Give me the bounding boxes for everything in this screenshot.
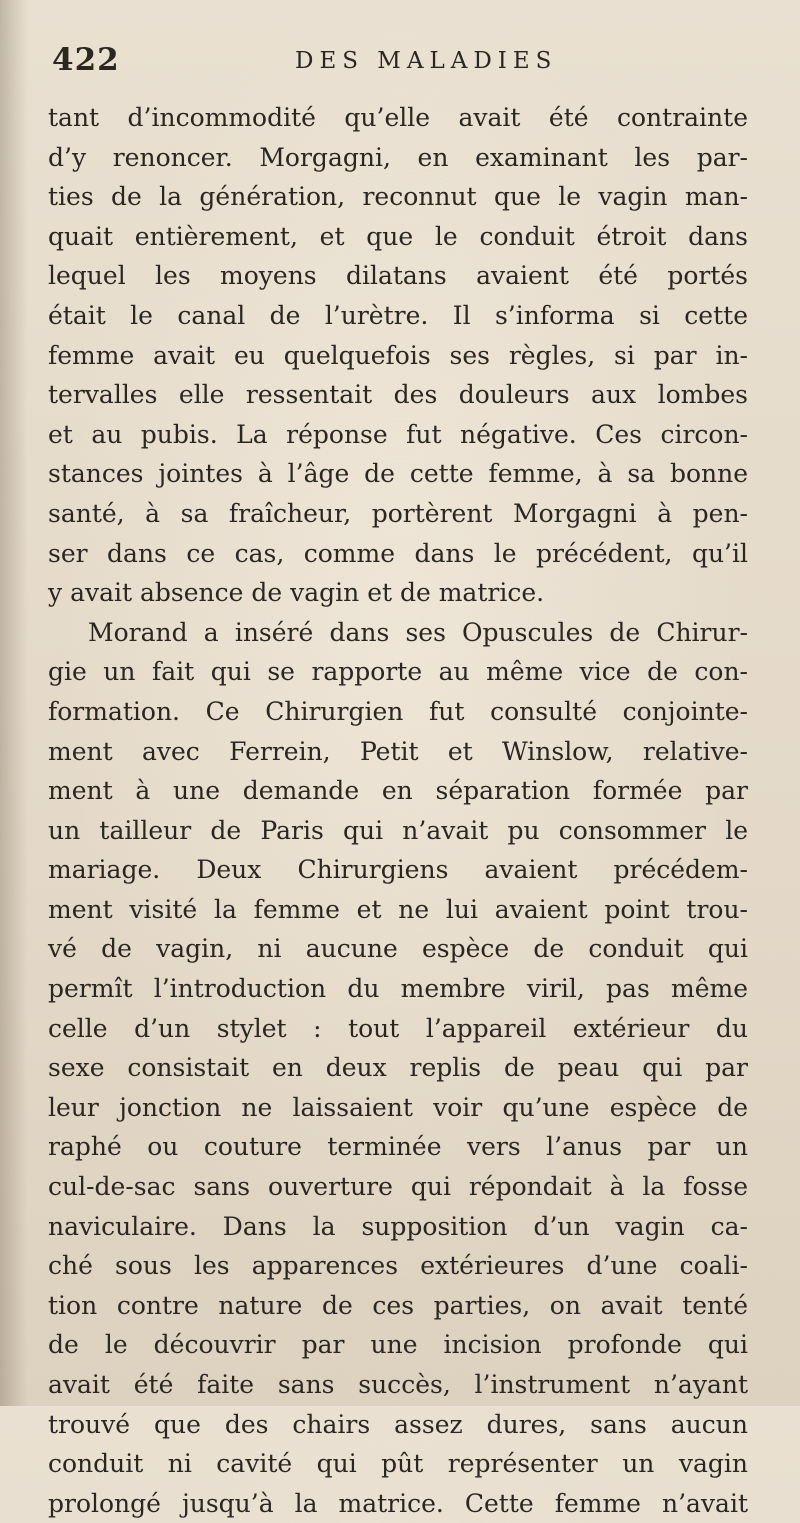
text-line: était le canal de l’urètre. Il s’informa si cette <box>48 300 748 330</box>
text-line: santé, à sa fraîcheur, portèrent Morgagni à pen- <box>48 498 748 528</box>
text-line: ment visité la femme et ne lui avaient point trou- <box>48 894 748 924</box>
text-line: permît l’introduction du membre viril, pas même <box>48 974 748 1004</box>
spine-shadow <box>0 0 28 1406</box>
text-line: un tailleur de Paris qui n’avait pu consommer le <box>48 815 748 845</box>
text-line: tervalles elle ressentait des douleurs aux lombes <box>48 380 748 410</box>
text-line: ment avec Ferrein, Petit et Winslow, relative- <box>48 736 748 766</box>
text-line: ment à une demande en séparation formée par <box>48 776 748 806</box>
text-line: tant d’incommodité qu’elle avait été contrainte <box>48 103 748 132</box>
text-line: vé de vagin, ni aucune espèce de conduit qui <box>48 934 748 964</box>
text-line: cul-de-sac sans ouverture qui répondait à la fosse <box>48 1172 748 1202</box>
text-line: femme avait eu quelquefois ses règles, si par in- <box>48 340 748 370</box>
text-line: avait été faite sans succès, l’instrument n’ayant <box>48 1370 748 1399</box>
body-text <box>48 98 748 1523</box>
text-line: de le découvrir par une incision profonde qui <box>48 1330 748 1360</box>
text-line: quait entièrement, et que le conduit étroit dans <box>48 221 748 251</box>
text-line: raphé ou couture terminée vers l’anus par un <box>48 1132 748 1162</box>
paragraph-end-line: y avait absence de vagin et de matrice. <box>48 578 545 608</box>
page-header <box>52 40 752 80</box>
text-line: tion contre nature de ces parties, on avait tenté <box>48 1290 748 1320</box>
text-line: ties de la génération, reconnut que le vagin man- <box>48 182 748 212</box>
text-line: leur jonction ne laissaient voir qu’une espèce de <box>48 1092 748 1122</box>
text-line: ché sous les apparences extérieures d’une coali- <box>48 1251 748 1281</box>
text-line: gie un fait qui se rapporte au même vice de con- <box>48 657 748 687</box>
text-line: celle d’un stylet : tout l’appareil extérieur du <box>48 1013 748 1043</box>
paragraph-start-line: Morand a inséré dans ses Opuscules de Chirur- <box>88 617 748 647</box>
text-line: trouvé que des chairs assez dures, sans aucun <box>48 1409 748 1439</box>
page-number: 422 <box>52 42 120 78</box>
running-head: DES MALADIES <box>295 48 558 74</box>
text-line: d’y renoncer. Morgagni, en examinant les par- <box>48 142 748 172</box>
text-line: ser dans ce cas, comme dans le précédent, qu’il <box>48 538 748 568</box>
text-line: conduit ni cavité qui pût représenter un vagin <box>48 1449 748 1479</box>
text-line: naviculaire. Dans la supposition d’un vagin ca- <box>48 1211 748 1241</box>
text-line: mariage. Deux Chirurgiens avaient précédem- <box>48 855 748 885</box>
text-line: prolongé jusqu’à la matrice. Cette femme n’avait <box>48 1488 748 1518</box>
text-line: et au pubis. La réponse fut négative. Ces circon- <box>48 419 748 449</box>
text-line: formation. Ce Chirurgien fut consulté conjointe- <box>48 696 748 726</box>
text-line: lequel les moyens dilatans avaient été portés <box>48 261 748 291</box>
text-line: sexe consistait en deux replis de peau qui par <box>48 1053 748 1083</box>
text-line: stances jointes à l’âge de cette femme, à sa bonne <box>48 459 748 489</box>
